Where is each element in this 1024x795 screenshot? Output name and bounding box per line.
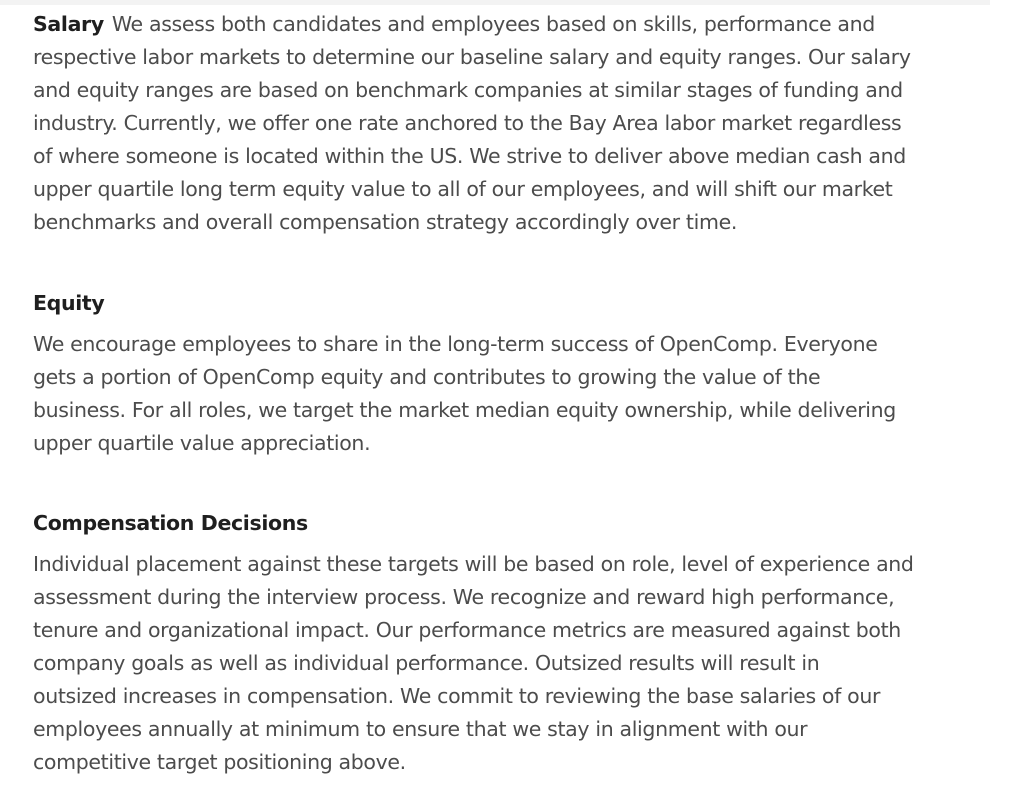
compensation-line-7: competitive target positioning above. xyxy=(33,750,406,774)
compensation-line-4: company goals as well as individual performance. Outsized results will result in xyxy=(33,651,820,675)
salary-line-6: upper quartile long term equity value to all of our employees, and will shift our market xyxy=(33,177,893,201)
compensation-line-5: outsized increases in compensation. We commit to reviewing the base salaries of our xyxy=(33,684,881,708)
salary-section xyxy=(33,8,993,239)
compensation-line-2: assessment during the interview process. We recognize and reward high performance, xyxy=(33,585,895,609)
equity-section xyxy=(33,287,993,460)
equity-line-1: We encourage employees to share in the long-term success of OpenComp. Everyone xyxy=(33,332,878,356)
salary-line-2: respective labor markets to determine our baseline salary and equity ranges. Our salary xyxy=(33,45,911,69)
compensation-line-6: employees annually at minimum to ensure that we stay in alignment with our xyxy=(33,717,808,741)
section-spacer xyxy=(33,239,993,287)
equity-line-3: business. For all roles, we target the market median equity ownership, while delivering xyxy=(33,398,896,422)
equity-line-2: gets a portion of OpenComp equity and contributes to growing the value of the xyxy=(33,365,821,389)
salary-line-5: of where someone is located within the US. We strive to deliver above median cash and xyxy=(33,144,906,168)
compensation-decisions-heading: Compensation Decisions xyxy=(33,511,308,535)
compensation-decisions-paragraph xyxy=(33,548,993,779)
compensation-content xyxy=(33,8,993,779)
equity-heading: Equity xyxy=(33,291,105,315)
compensation-decisions-section xyxy=(33,507,993,779)
salary-line-3: and equity ranges are based on benchmark companies at similar stages of funding and xyxy=(33,78,903,102)
equity-paragraph xyxy=(33,328,993,460)
compensation-line-3: tenure and organizational impact. Our performance metrics are measured against both xyxy=(33,618,901,642)
compensation-line-1: Individual placement against these targets will be based on role, level of experience and xyxy=(33,552,914,576)
equity-line-4: upper quartile value appreciation. xyxy=(33,431,371,455)
section-spacer xyxy=(33,460,993,507)
top-divider xyxy=(0,0,990,5)
salary-line-1: We assess both candidates and employees based on skills, performance and xyxy=(111,12,875,36)
salary-line-4: industry. Currently, we offer one rate anchored to the Bay Area labor market regardless xyxy=(33,111,902,135)
salary-line-7: benchmarks and overall compensation strategy accordingly over time. xyxy=(33,210,738,234)
salary-heading: Salary xyxy=(33,12,104,36)
salary-paragraph xyxy=(33,8,993,239)
